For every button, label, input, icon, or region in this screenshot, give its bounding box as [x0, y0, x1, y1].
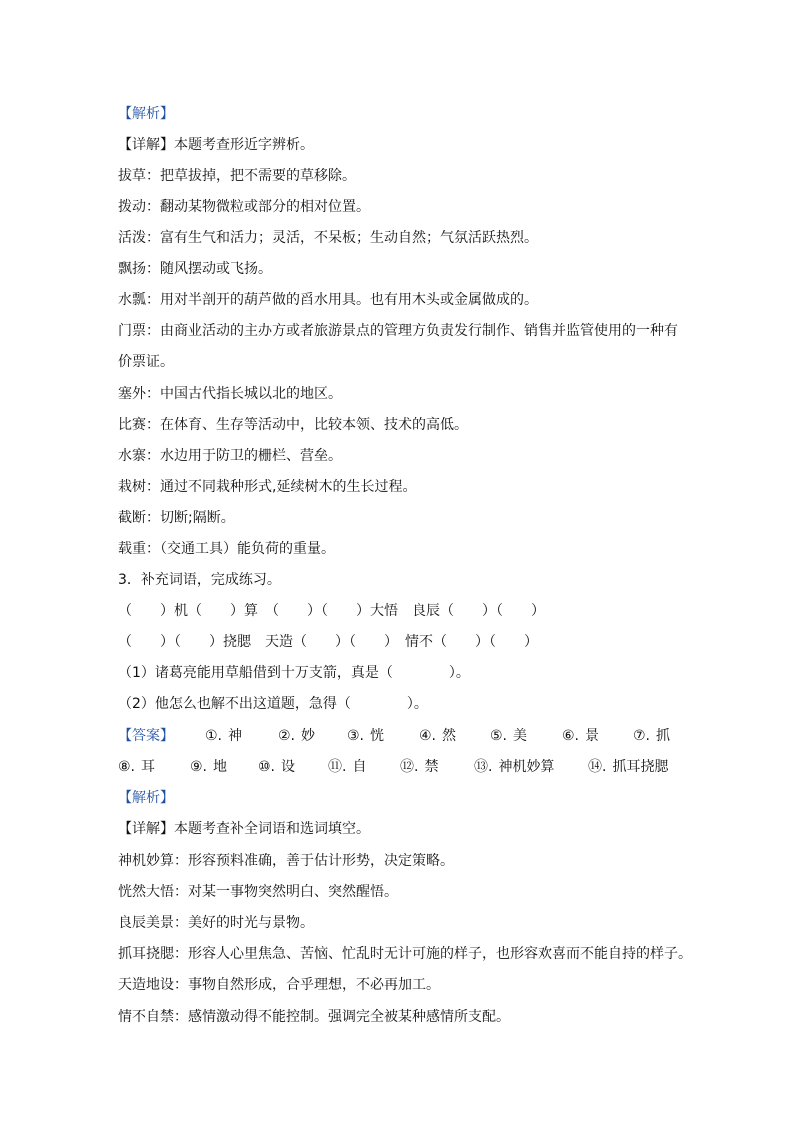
answer-item	[490, 727, 527, 745]
answer-item	[588, 758, 668, 776]
entry-line: 截断：切断;隔断。	[118, 510, 235, 526]
entry-line: 天造地设：事物自然形成，合乎理想，不必再加工。	[118, 977, 440, 993]
sub-question: （1）诸葛亮能用草船借到十万支箭，真是（ ）。	[118, 665, 470, 681]
answer-value: 妙	[301, 728, 316, 744]
answer-value: 恍	[370, 728, 385, 744]
entry-line: 抓耳挠腮：形容人心里焦急、苦恼、忙乱时无计可施的样子，也形容欢喜而不能自持的样子。	[118, 946, 692, 962]
answer-number: ③.	[347, 728, 365, 744]
detail-intro: 【详解】本题考查形近字辨析。	[118, 137, 314, 153]
answer-number: ⑭.	[588, 759, 607, 775]
answer-number: ⑧.	[118, 759, 136, 775]
answer-value: 抓耳挠腮	[612, 759, 669, 775]
answer-number: ⑨.	[190, 759, 208, 775]
entry-line: 水瓢：用对半剖开的葫芦做的舀水用具。也有用木头或金属做成的。	[118, 292, 538, 308]
answer-number: ⑩.	[258, 759, 276, 775]
answer-item	[190, 758, 227, 776]
answer-value: 神	[228, 728, 243, 744]
answer-number: ①.	[205, 728, 223, 744]
answer-item	[258, 758, 295, 776]
answer-item	[419, 727, 456, 745]
answer-number: ④.	[419, 728, 437, 744]
entry-line: 神机妙算：形容预料准确，善于估计形势，决定策略。	[118, 853, 454, 869]
answer-value: 禁	[424, 759, 439, 775]
fill-blank-row: （ ）机（ ）算 （ ）（ ）大悟 良辰（ ）（ ）	[118, 603, 545, 619]
entry-line: 载重：（交通工具）能负荷的重量。	[118, 541, 335, 557]
entry-line: 飘扬：随风摆动或飞扬。	[118, 261, 272, 277]
answer-value: 美	[513, 728, 528, 744]
answer-number: ⑬.	[474, 759, 493, 775]
answer-item	[562, 727, 599, 745]
entry-line: 塞外：中国古代指长城以北的地区。	[118, 386, 342, 402]
entry-line: 比赛：在体育、生存等活动中，比较本领、技术的高低。	[118, 417, 468, 433]
answer-number: ②.	[278, 728, 296, 744]
entry-line: 拨动：翻动某物微粒或部分的相对位置。	[118, 199, 370, 215]
entry-line: 情不自禁：感情激动得不能控制。强调完全被某种感情所支配。	[118, 1009, 510, 1025]
answer-item	[205, 727, 242, 745]
answer-number: ⑪.	[328, 759, 347, 775]
answer-value: 耳	[141, 759, 156, 775]
answer-value: 自	[352, 759, 367, 775]
answer-item	[118, 758, 155, 776]
answer-value: 神机妙算	[498, 759, 555, 775]
answer-item	[400, 758, 438, 776]
answer-tag: 【答案】	[118, 728, 174, 744]
fill-blank-row: （ ）（ ）挠腮 天造（ ）（ ） 情不（ ）（ ）	[118, 634, 538, 650]
analysis-tag: 【解析】	[118, 106, 174, 122]
answer-value: 抓	[656, 728, 671, 744]
entry-line: 良辰美景：美好的时光与景物。	[118, 915, 314, 931]
entry-line: 门票：由商业活动的主办方或者旅游景点的管理方负责发行制作、销售并监管使用的一种有	[118, 323, 678, 339]
answer-item	[347, 727, 384, 745]
answer-value: 设	[281, 759, 296, 775]
entry-line: 栽树：通过不同栽种形式,延续树木的生长过程。	[118, 479, 417, 495]
answer-number: ⑦.	[633, 728, 651, 744]
entry-line: 活泼：富有生气和活力；灵活，不呆板；生动自然；气氛活跃热烈。	[118, 230, 538, 246]
answer-number: ⑥.	[562, 728, 580, 744]
answer-value: 景	[585, 728, 600, 744]
analysis-tag: 【解析】	[118, 790, 174, 806]
answer-item	[633, 727, 670, 745]
sub-question: （2）他怎么也解不出这道题，急得（ ）。	[118, 696, 428, 712]
question-title: 3．补充词语，完成练习。	[118, 572, 281, 588]
answer-number: ⑫.	[400, 759, 419, 775]
answer-item	[328, 758, 366, 776]
detail-intro: 【详解】本题考查补全词语和选词填空。	[118, 821, 370, 837]
entry-line: 水寨：水边用于防卫的栅栏、营垒。	[118, 448, 342, 464]
answer-value: 地	[213, 759, 228, 775]
entry-line: 拔草：把草拔掉，把不需要的草移除。	[118, 168, 356, 184]
entry-line: 价票证。	[118, 354, 174, 370]
entry-line: 恍然大悟：对某一事物突然明白、突然醒悟。	[118, 884, 398, 900]
answer-value: 然	[442, 728, 457, 744]
answer-number: ⑤.	[490, 728, 508, 744]
answer-item	[474, 758, 554, 776]
answer-item	[278, 727, 315, 745]
